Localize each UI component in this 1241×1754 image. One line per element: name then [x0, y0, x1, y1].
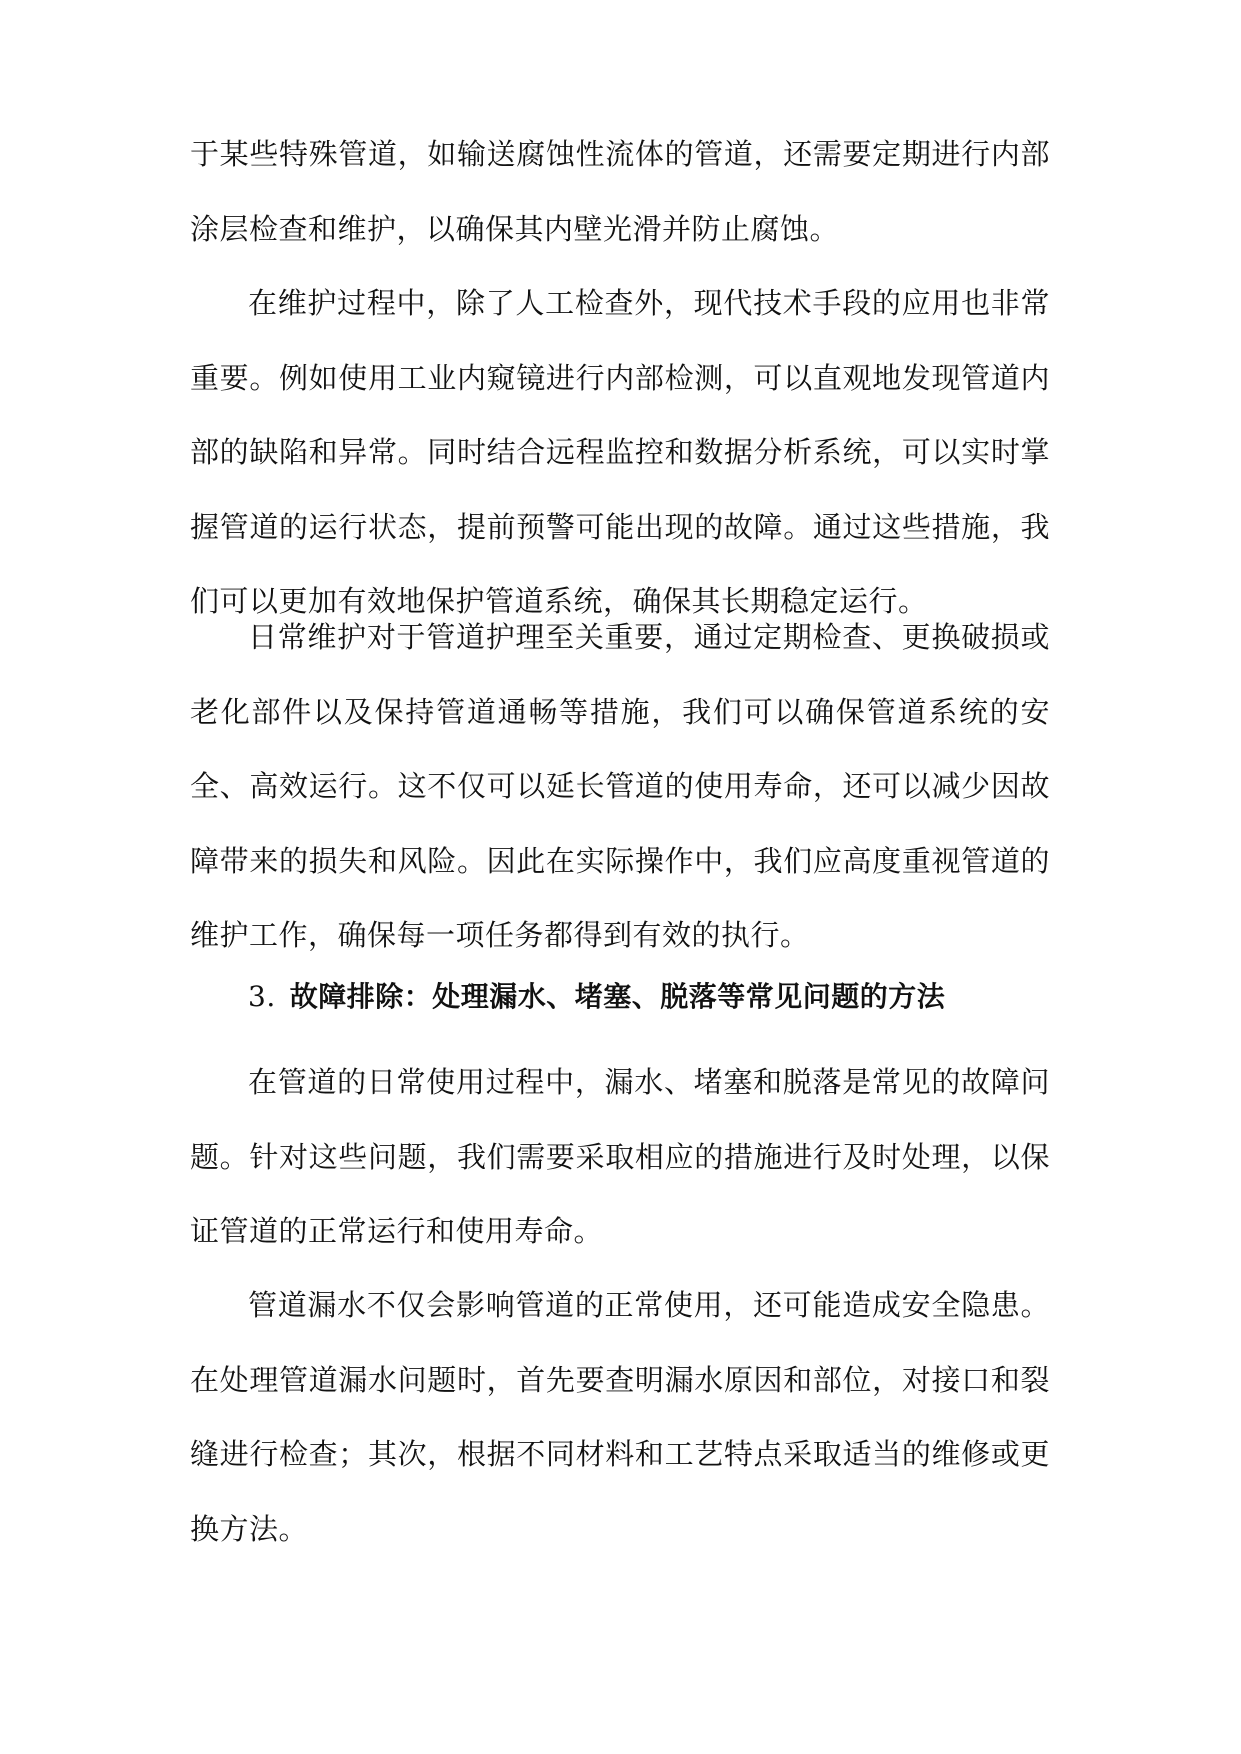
section-number: 3.: [248, 980, 276, 1013]
paragraph-daily-maintenance: 日常维护对于管道护理至关重要，通过定期检查、更换破损或老化部件以及保持管道通畅等措施，我们可以确保管道系统的安全、高效运行。这不仅可以延长管道的使用寿命，还可以减少因故障带来的损失和风险。因此在实际操作中，我们应高度重视管道的维护工作，确保每一项任务都得到有效的执行。: [190, 620, 1050, 952]
paragraph-leak-handling: 管道漏水不仅会影响管道的正常使用，还可能造成安全隐患。在处理管道漏水问题时，首先要查明漏水原因和部位，对接口和裂缝进行检查；其次，根据不同材料和工艺特点采取适当的维修或更换方法。: [190, 1288, 1050, 1546]
paragraph-maintenance-technology: 在维护过程中，除了人工检查外，现代技术手段的应用也非常重要。例如使用工业内窥镜进行内部检测，可以直观地发现管道内部的缺陷和异常。同时结合远程监控和数据分析系统，可以实时掌握管道的运行状态，提前预警可能出现的故障。通过这些措施，我们可以更加有效地保护管道系统，确保其长期稳定运行。: [190, 286, 1050, 618]
section-title: 故障排除：处理漏水、堵塞、脱落等常见问题的方法: [289, 980, 946, 1013]
section-heading: [248, 977, 1068, 1017]
paragraph-common-faults: 在管道的日常使用过程中，漏水、堵塞和脱落是常见的故障问题。针对这些问题，我们需要采取相应的措施进行及时处理，以保证管道的正常运行和使用寿命。: [190, 1065, 1050, 1248]
paragraph-continuation: 于某些特殊管道，如输送腐蚀性流体的管道，还需要定期进行内部涂层检查和维护，以确保其内壁光滑并防止腐蚀。: [190, 137, 1050, 246]
